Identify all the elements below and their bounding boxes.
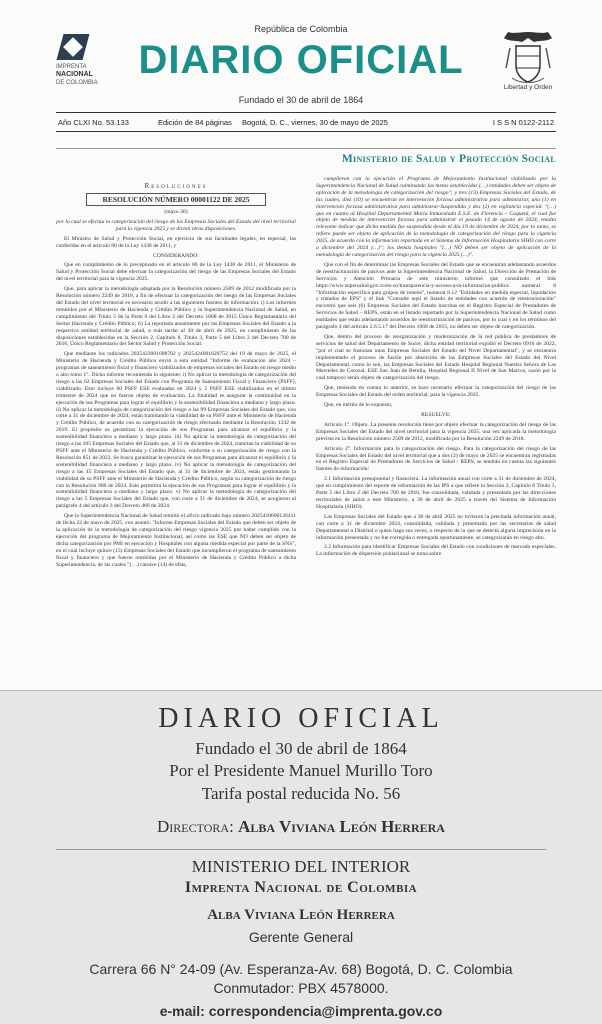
- section-heading: Resoluciones: [144, 182, 208, 190]
- edition-pages: Edición de 84 páginas: [158, 118, 232, 127]
- issue-number: Año CLXI No. 53.133: [58, 118, 129, 127]
- paragraph: Las Empresas Sociales del Estado que a 30 de abril 2025 no tuvieron la precitada información anual, con corte a 31 de diciembre 2024, consolidada, validada y presentada por las secretarías de salud Departamental o Distrital o quien haga sus veces, o respecto de la que se detectó alguna imprecisión en la información presentada y no fue corregida o entregada oportunamente, se categorizarán en riesgo alto.: [316, 513, 556, 541]
- issue-info-bar: [56, 112, 556, 132]
- logo-line: IMPRENTA: [56, 64, 87, 70]
- paragraph: Que, dentro del proceso de reorganización y modernización de la red pública de prestadores de servicios de salud del Departamento de Sucre, dicha entidad territorial expidió el Decreto 0916 de 2022, "por el cual se fusionan unas Empresas Sociales del Estado del Nivel Departamental", y se encuentra implementado el proceso de fusión por absorción de las Empresas Sociales del Estado del Nivel Departamental, como lo son, las Empresas Sociales del Estado Hospital Regional Nuestra Señora de Las Mercedes de Corozal, ESE San Juan de Betulia, Hospital Regional II Nivel de San Marcos, razón por la cual tampoco serán objeto de categorización del riesgo.: [316, 333, 556, 382]
- colophon-gerente-name: Alba Viviana León Herrera: [207, 907, 395, 923]
- colophon-president: Por el Presidente Manuel Murillo Toro: [169, 761, 433, 780]
- paragraph: Que, teniendo en cuenta lo anterior, se hace necesario efectuar la categorización del riesgo de las Empresas Sociales del Estado del orden territorial, para la vigencia 2025.: [316, 385, 556, 399]
- coat-of-arms-icon: [500, 28, 556, 86]
- resuelve-heading: RESUELVE:: [421, 412, 451, 418]
- paragraph: Que, para aplicar la metodología adoptada por la Resolución número 2509 de 2012 modificada por la Resolución número 2249 de 2018, a fin de efectuar la categorización del riesgo de las Empresas Sociales del Estado del nivel territorial es necesario acudir a las siguientes fuentes de información: i) Los informes remitidos por el Ministerio de Hacienda y Crédito Público y la Superintendencia Nacional de Salud, en cumplimiento del Título 5 de la Parte 6 del Libro 2 del Decreto 1068 de 2015 Único Reglamentario del Sector Hacienda y Crédito Público; ii) La reportada anualmente por las Empresas Sociales del Estado a la respectiva entidad territorial de salud, a más tardar al 30 de abril de 2025, en cumplimiento de las disposiciones establecidas en la Sección 2, Capítulo 8, Título 3, Parte 5 del Libro 2 del Decreto 780 de 2016, Único Reglamentario del Sector Salud y Protección Social.: [56, 286, 296, 348]
- logo-line: DE COLOMBIA: [56, 80, 98, 86]
- colophon-gerente-role: Gerente General: [248, 929, 354, 945]
- paragraph: El Ministro de Salud y Protección Social, en ejercicio de sus facultades legales, en especial, las conferidas en el artículo 80 de la Ley 1438 de 2011, y: [56, 235, 296, 249]
- page-title: DIARIO OFICIAL: [138, 38, 464, 82]
- considerando-heading: CONSIDERANDO:: [153, 252, 199, 259]
- colophon-ministry: MINISTERIO DEL INTERIOR: [191, 857, 411, 876]
- resolution-number: RESOLUCIÓN NÚMERO 00001122 DE 2025: [86, 193, 266, 206]
- paragraph: Que, en mérito de lo expuesto,: [324, 402, 393, 409]
- colophon-phone: Conmutador: PBX 4578000.: [213, 980, 389, 996]
- directora-label: Directora:: [157, 817, 234, 836]
- colophon-address: Carrera 66 N° 24-09 (Av. Esperanza-Av. 68) Bogotá, D. C. Colombia: [89, 961, 513, 977]
- article-1: Artículo 1°. Objeto. La presente resolución tiene por objeto efectuar la categorización del riesgo de las Empresas Sociales del Estado del nivel territorial para la vigencia 2025, una vez aplicada la metodología prevista en la Resolución número 2509 de 2012, modificada por la Resolución 2249 de 2018.: [316, 421, 556, 442]
- directora-name: Alba Viviana León Herrera: [238, 817, 445, 836]
- ministry-heading: Ministerio de Salud y Protección Social: [341, 153, 556, 165]
- divider: [56, 148, 556, 149]
- colophon-tarifa: Tarifa postal reducida No. 56: [201, 784, 401, 803]
- section-2-2: 2.2 Información para identificar Empresas Sociales del Estado con condiciones de mercado especiales. La información de dispersión poblacional se toma sobre: [316, 544, 556, 558]
- shield-caption: Libertad y Orden: [503, 84, 553, 91]
- paragraph: cumplieron con la ejecución el Programa de Mejoramiento Institucional viabilizado por la Superintendencia Nacional de Salud culminando las metas establecidas (…) entidades deben ser objeto de aplicación de la metodología de categorización del riesgo"; y tres (13) Empresas Sociales del Estado, de las cuales, diez (10) se encuentran en intervención forzosa administrativa para administrar, una (1) en intervención forzosa administrativa para administrar-Suspendida y dos (2) en vigilancia especial. "(…) que en cuanto al Hospital Departamental María Inmaculada E.S.E. de Florencia – Caquetá, el cual fue objeto de medida de intervención forzosa para administrar el pasado 14 de agosto de 2024, resulta relevante indicar que dicha medida fue suspendida desde el día 19 de diciembre de 2024, por lo tanto, se refiere puede ser objeto de aplicación de la metodología de categorización del riesgo para la vigencia 2025, de acuerdo con la información reportada en el Sistema de Información Hospitalaria SIHO con corte a diciembre del 2024 (…)"; los demás hospitales "(…) NO deben ser objeto de aplicación de la metodología de categorización del riesgo para la vigencia 2025 (…)".: [316, 176, 556, 258]
- section-2-1: 2.1 Información presupuestal y financiera. La información anual con corte a 31 de diciembre de 2024, que en cumplimiento del reporte de información de las IPS a que refiere la Sección 2, Capítulo 8 Título 3, Parte 5 del Libro 2 del Decreto 780 de 2016, fue consolidada, validada y presentada por las direcciones territoriales de salud a este Ministerio, a 30 de abril de 2025 a través del Sistema de Información Hospitalaria (SIHO).: [316, 476, 556, 510]
- imprenta-logo: [56, 34, 96, 86]
- founded-line: Fundado el 30 de abril de 1864: [238, 95, 364, 105]
- divider: [56, 849, 546, 850]
- logo-line: NACIONAL: [56, 71, 93, 78]
- issn: I S S N 0122-2112: [492, 118, 554, 127]
- colophon-founded: Fundado el 30 de abril de 1864: [195, 739, 407, 758]
- colophon-imprenta: Imprenta Nacional de Colombia: [184, 879, 418, 896]
- colophon-directora: [0, 817, 602, 837]
- text-column-right: [316, 176, 556, 561]
- paragraph: Que mediante los radicados 2025423001608702 y 2025424001620752 del 19 de mayo de 2025, el Ministerio de Hacienda y Crédito Público envió a esta entidad "Informe de evaluación año 2024 – programas de saneamiento fiscal y financiero viabilizados de empresas sociales del Estado en riesgo medio o alto tomo 1". Dicho informe recomienda lo siguiente: i) No aplicar la metodología de categorización del riesgo a las 62 Empresas Sociales del Estado con Programa de Saneamiento Fiscal y Financiero (PSFF), viabilizado. Esto incluye 60 PSFF ESE evaluados en 2024 y 2 PSFF ESE viabilizados en el último trimestre de 2024 que no fueron objeto de evaluación. La finalidad es asegurar la continuidad en la ejecución de sus Programas para lograr el equilibrio y la sostenibilidad financiera a mediano y largo plazo. ii) No aplicar la metodología de categorización del riesgo a las 99 Empresas Sociales del Estado que, con corte a 31 de diciembre de 2024, están tramitando la viabilidad de su PSFF ante el Ministerio de Hacienda y Crédito Público, de acuerdo con su categorización de riesgo efectuada mediante la Resolución 1342 de 2019. El propósito es garantizar la ejecución de sus Programas para alcanzar el equilibrio y la sostenibilidad financiera a mediano y largo plazo. iii) No aplicar la metodología de categorización del riesgo a las 105 Empresas Sociales del Estado que, al 31 de diciembre de 2024, tramitan la viabilidad de su PSFF ante el Ministerio de Hacienda y Crédito Público, conforme a su categorización de riesgo con la Resolución 851 de 2023. Se busca garantizar la ejecución de sus Programas para alcanzar el equilibrio y la sostenibilidad financiera a mediano y largo plazo. iv) No aplicar la metodología de categorización del riesgo a las 45 Empresas Sociales del Estado que, al 31 de diciembre de 2024, están gestionando la viabilidad de su PSFF ante el Ministerio de Hacienda y Crédito Público, según su categorización de riesgo con la Resolución 980 de 2024. Esto permitirá la ejecución de sus Programas para lograr el equilibrio y la sostenibilidad financiera a mediano y largo plazo. v) No aplicar la metodología de categorización del riesgo a las 5 Empresas Sociales del Estado que, con corte a 31 de diciembre de 2024, se acogieron al parágrafo 4 del artículo 3 del Decreto 466 de 2024.: [56, 351, 296, 510]
- republica-label: República de Colombia: [254, 24, 348, 34]
- paragraph: Que con el fin de determinar las Empresas Sociales del Estado que se encuentran adelantando acuerdos de reestructuración de pasivos ante la Superintendencia Nacional de Salud, la Dirección de Prestación de Servicios y Atención Primaria de este ministerio informó que consultado el link https://www.supersalud.gov.co/es-co/transparencia-y-acceso-a-la-informacion-publica numeral 8 "Información específica para grupos de interés", numeral 8.12 "Entidades en medida especial, liquidación y tratados de EPS" y el link "Consulte aquí el listado de entidades con acuerdo de reestructuración" encontró que seis (6) Empresas Sociales del Estado inscritas en el Registro Especial de Prestadores de Servicios de Salud – REPS, están en el listado reportado por la Superintendencia Nacional de Salud como entidades que están adelantando acuerdos de reestructuración de pasivos, por lo cual y en los términos del parágrafo 4 del artículo 2.6.5.17 del Decreto 1068 de 2015, no deben ser objeto de categorización.: [316, 261, 556, 331]
- article-2: Artículo 2°. Información para la categorización del riesgo. Para la categorización del riesgo de las Empresas Sociales del Estado del nivel territorial que a dos (2) de mayo de 2025 se encuentran registradas en el Registro Especial de Prestadores de Servicios de Salud - REPS, se tendrán en cuenta las siguientes fuentes de información:: [316, 445, 556, 473]
- colophon-title: DIARIO OFICIAL: [158, 703, 444, 734]
- paragraph: Que la Superintendencia Nacional de Salud remitió el oficio radicado bajo número 2025410600126411 de fecha 22 de mayo de 2025, con asunto: "Informe Empresas Sociales del Estado que deben ser objeto de la aplicación de la metodología de categorización del riesgo vigencia 2025 por haber cumplido con la ejecución del programa de Mejoramiento Institucional, así como las ESE que NO deben ser objeto de dicha categorización por PMI en ejecución y Hospitales con alguna medida especial por parte de la SNS", en el cual incluye quince (15) Empresas Sociales del Estado que incumplieron el programa de saneamiento fiscal y financiero y que fueron remitidas por el Ministerio de Hacienda y Crédito Público a dicha Superintendencia, de las cuales "(…) catorce (14) de ellas,: [56, 513, 296, 568]
- masthead: [0, 0, 602, 127]
- resolution-summary: por la cual se efectúa la categorización del riesgo de las Empresas Sociales del Estado del nivel territorial para la vigencia 2025 y se dictan otras disposiciones.: [56, 218, 296, 232]
- resolution-date: (mayo 30): [164, 209, 188, 215]
- text-column-left: [56, 182, 296, 571]
- paragraph: Que en cumplimiento de lo preceptuado en el artículo 80 de la Ley 1438 de 2011, el Ministerio de Salud y Protección Social debe efectuar la categorización del riesgo de las Empresas Sociales del Estado del nivel territorial para la vigencia 2025.: [56, 262, 296, 283]
- issue-date: Bogotá, D. C., viernes, 30 de mayo de 2025: [242, 118, 388, 127]
- colophon-email[interactable]: e-mail: correspondencia@imprenta.gov.co: [159, 1003, 443, 1019]
- colophon: [0, 690, 602, 1024]
